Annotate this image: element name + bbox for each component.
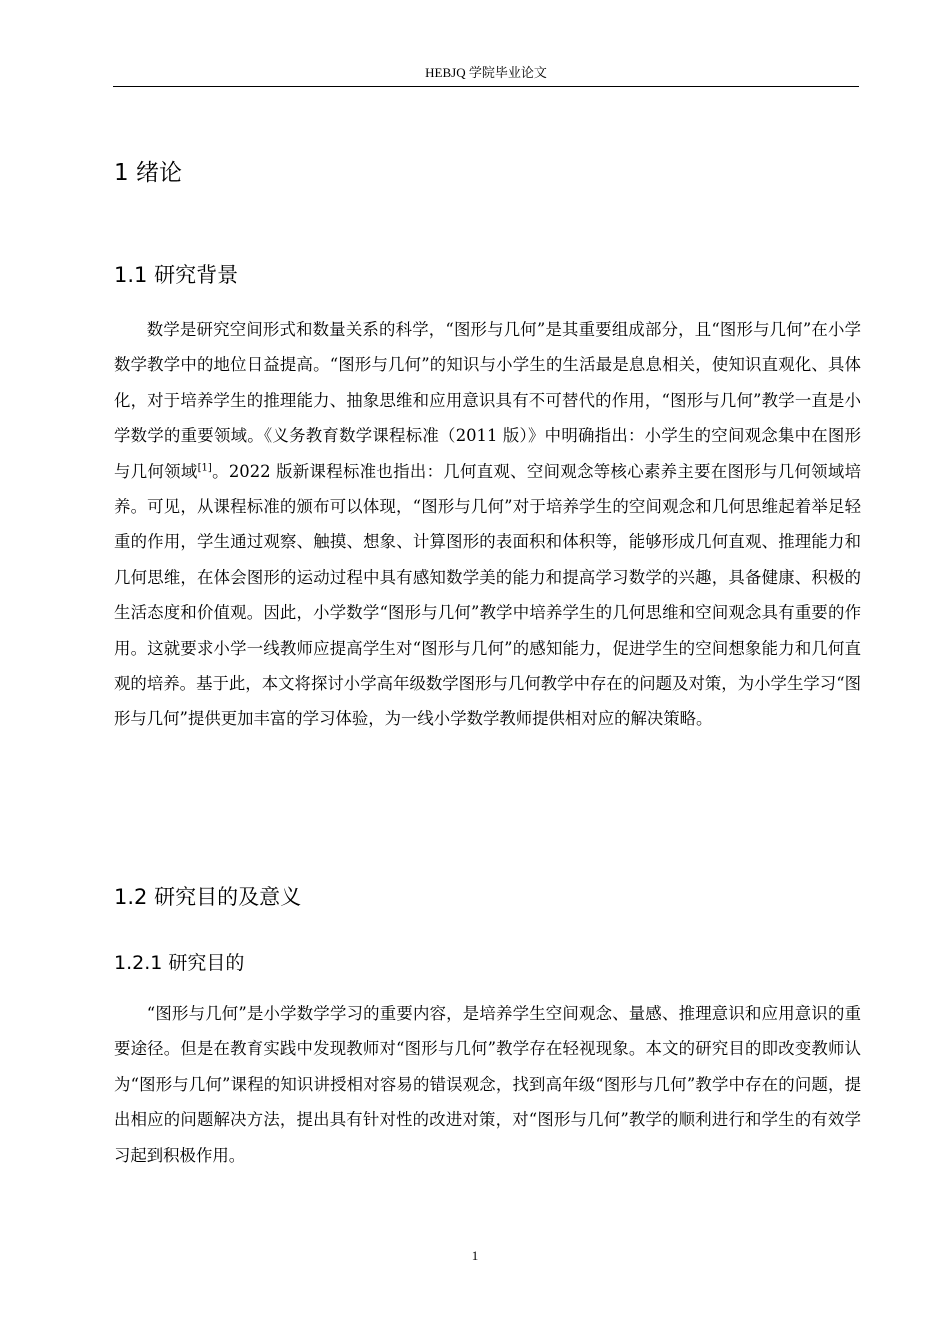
subsection-title-research-purpose: 1.2.1 研究目的 [114, 952, 245, 974]
paragraph-text-part1: 数学是研究空间形式和数量关系的科学，“图形与几何”是其重要组成部分，且“图形与几何”在小学数学教学中的地位日益提高。“图形与几何”的知识与小学生的生活最是息息相关，使知识直观化、具体化，对于培养学生的推理能力、抽象思维和应用意识具有不可替代的作用，“图形与几何”教学一直是小学数学的重要领域。《义务教育数学课程标准（2011 版）》中明确指出：小学生的空间观念集中在图形与几何领域 [114, 320, 861, 481]
header-divider [113, 86, 859, 87]
paragraph-research-purpose: “图形与几何”是小学数学学习的重要内容，是培养学生空间观念、量感、推理意识和应用意识的重要途径。但是在教育实践中发现教师对“图形与几何”教学存在轻视现象。本文的研究目的即改变教师认为“图形与几何”课程的知识讲授相对容易的错误观念，找到高年级“图形与几何”教学中存在的问题，提出相应的问题解决方法，提出具有针对性的改进对策，对“图形与几何”教学的顺利进行和学生的有效学习起到积极作用。 [114, 1004, 861, 1165]
page-header: HEBJQ 学院毕业论文 [425, 65, 547, 80]
paragraph-text-part2: 。2022 版新课程标准也指出：几何直观、空间观念等核心素养主要在图形与几何领域培养。可见，从课程标准的颁布可以体现，“图形与几何”对于培养学生的空间观念和几何思维起着举足轻重的作用，学生通过观察、触摸、想象、计算图形的表面积和体积等，能够形成几何直观、推理能力和几何思维，在体会图形的运动过程中具有感知数学美的能力和提高学习数学的兴趣，具备健康、积极的生活态度和价值观。因此，小学数学“图形与几何”教学中培养学生的几何思维和空间观念具有重要的作用。这就要求小学一线教师应提高学生对“图形与几何”的感知能力，促进学生的空间想象能力和几何直观的培养。基于此，本文将探讨小学高年级数学图形与几何教学中存在的问题及对策，为小学生学习“图形与几何”提供更加丰富的学习体验，为一线小学数学教师提供相对应的解决策略。 [114, 461, 862, 729]
paragraph-research-background [114, 312, 861, 737]
page-number: 1 [471, 1248, 479, 1263]
chapter-title: 1 绪论 [114, 160, 182, 186]
citation-reference: [1] [197, 462, 212, 474]
section-title-research-background: 1.1 研究背景 [114, 263, 239, 287]
section-title-purpose-significance: 1.2 研究目的及意义 [114, 885, 302, 909]
